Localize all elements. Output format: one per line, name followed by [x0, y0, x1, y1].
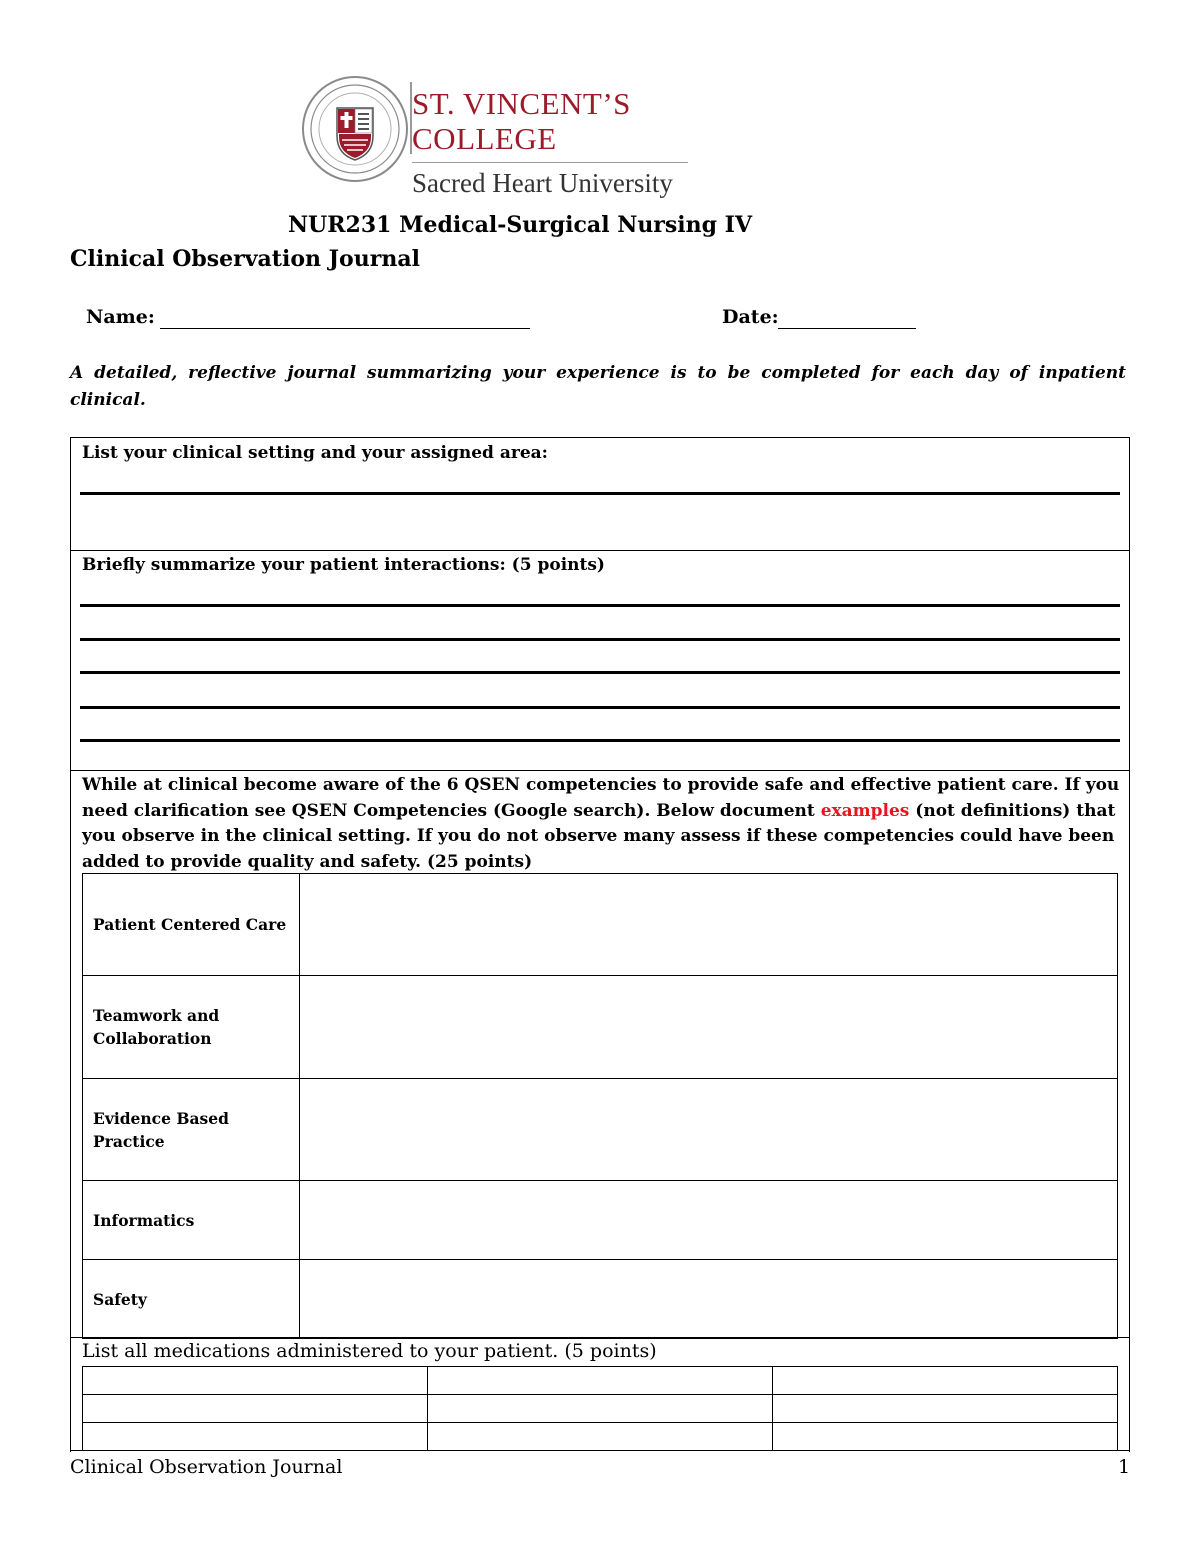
- table-row: [83, 976, 1118, 1079]
- logo-name-line2: COLLEGE: [412, 121, 557, 156]
- qsen-instructions: [82, 773, 1122, 875]
- qsen-label: Evidence Based Practice: [83, 1079, 300, 1181]
- medications-table: [82, 1366, 1118, 1451]
- name-field[interactable]: [160, 328, 530, 329]
- medication-cell[interactable]: [83, 1423, 428, 1451]
- form-bottom-border: [70, 1450, 1130, 1451]
- qsen-highlight-examples: examples: [820, 800, 910, 821]
- qsen-label: Teamwork and Collaboration: [83, 976, 300, 1079]
- intro-instructions: A detailed, reflective journal summarizing your experience is to be completed for each day of inpatient clinical.: [70, 363, 1126, 410]
- qsen-response-cell[interactable]: [300, 1079, 1118, 1181]
- medication-cell[interactable]: [773, 1395, 1118, 1423]
- qsen-response-cell[interactable]: [300, 1260, 1118, 1339]
- summary-answer-line[interactable]: [80, 671, 1120, 674]
- qsen-response-cell[interactable]: [300, 1181, 1118, 1260]
- footer-title: Clinical Observation Journal: [70, 1456, 343, 1478]
- qsen-text-part2: (not definitions) that you observe in the clinical setting. If you do not observe many assess if these competencies could have been added to provide quality and safety. (25 points): [82, 800, 1116, 872]
- name-label: Name:: [86, 306, 155, 328]
- qsen-text-part1: While at clinical become aware of the 6 QSEN competencies to provide safe and effective patient care. If you need clarification see QSEN Competencies (Google search). Below document: [82, 775, 1120, 821]
- medication-cell[interactable]: [83, 1395, 428, 1423]
- course-title: NUR231 Medical-Surgical Nursing IV: [287, 212, 753, 238]
- medication-cell[interactable]: [428, 1395, 773, 1423]
- table-row: [83, 1395, 1118, 1423]
- section-divider: [70, 770, 1130, 771]
- setting-prompt: List your clinical setting and your assigned area:: [82, 443, 548, 463]
- qsen-response-cell[interactable]: [300, 874, 1118, 976]
- page-number: 1: [1118, 1456, 1131, 1478]
- summary-prompt: Briefly summarize your patient interactions: (5 points): [82, 555, 605, 575]
- college-seal-icon: [300, 74, 410, 184]
- qsen-label: Patient Centered Care: [83, 874, 300, 976]
- logo-rule: [412, 162, 688, 163]
- logo-sub-line: Sacred Heart University: [412, 168, 673, 198]
- qsen-label: Safety: [83, 1260, 300, 1339]
- qsen-response-cell[interactable]: [300, 976, 1118, 1079]
- table-row: [83, 1423, 1118, 1451]
- table-row: [83, 1367, 1118, 1395]
- medication-cell[interactable]: [428, 1367, 773, 1395]
- section-divider: [70, 1337, 1130, 1338]
- table-row: [83, 1181, 1118, 1260]
- table-row: [83, 874, 1118, 976]
- qsen-label: Informatics: [83, 1181, 300, 1260]
- medication-cell[interactable]: [83, 1367, 428, 1395]
- table-row: [83, 1079, 1118, 1181]
- medication-cell[interactable]: [773, 1367, 1118, 1395]
- journal-title: Clinical Observation Journal: [70, 246, 420, 272]
- college-logo: [300, 70, 700, 210]
- setting-answer-line[interactable]: [80, 492, 1120, 495]
- medication-cell[interactable]: [773, 1423, 1118, 1451]
- summary-answer-line[interactable]: [80, 706, 1120, 709]
- summary-answer-line[interactable]: [80, 638, 1120, 641]
- logo-name-line1: ST. VINCENT’S: [412, 86, 631, 121]
- summary-answer-line[interactable]: [80, 739, 1120, 742]
- qsen-table: [82, 873, 1118, 1339]
- medication-cell[interactable]: [428, 1423, 773, 1451]
- summary-answer-line[interactable]: [80, 604, 1120, 607]
- table-row: [83, 1260, 1118, 1339]
- date-label: Date:: [722, 306, 779, 328]
- date-field[interactable]: [778, 328, 916, 329]
- section-divider: [70, 550, 1130, 551]
- medications-prompt: List all medications administered to your patient. (5 points): [82, 1340, 657, 1362]
